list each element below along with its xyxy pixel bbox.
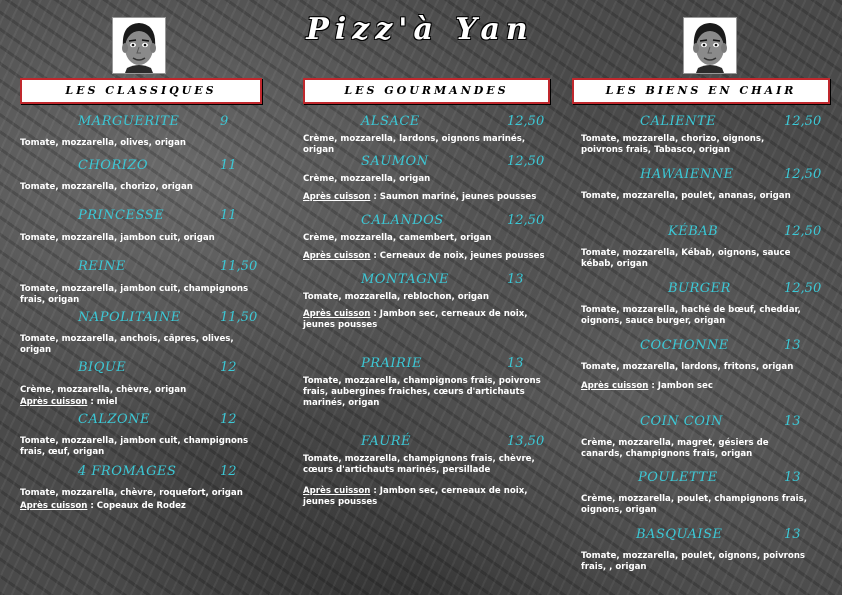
pizza-name: CALZONE xyxy=(78,412,151,427)
pizza-price: 11,50 xyxy=(220,259,258,274)
pizza-ingredients: Tomate, mozzarella, jambon cuit, champignons frais, œuf, origan xyxy=(20,436,249,457)
pizza-ingredients: Crème, mozzarella, origan xyxy=(303,174,431,184)
pizza-ingredients: Tomate, mozzarella, poulet, ananas, origan xyxy=(581,191,791,201)
pizza-name: COCHONNE xyxy=(640,338,729,353)
pizza-price: 12,50 xyxy=(507,154,545,169)
column-les-biens-en-chair xyxy=(572,78,830,572)
pizza-price: 13,50 xyxy=(507,434,545,449)
pizza-name: MONTAGNE xyxy=(361,272,449,287)
pizza-name: KÉBAB xyxy=(668,224,719,239)
after-baking-label: Après cuisson xyxy=(20,397,88,407)
pizza-price: 12,50 xyxy=(784,224,822,239)
pizza-ingredients: Tomate, mozzarella, reblochon, origan xyxy=(303,292,489,302)
after-baking-label: Après cuisson xyxy=(303,192,371,202)
after-baking-note xyxy=(20,501,265,512)
pizza-ingredients: Crème, mozzarella, lardons, oignons marinés, origan xyxy=(303,134,526,155)
pizza-ingredients: Tomate, mozzarella, chèvre, roquefort, origan xyxy=(20,488,243,498)
pizza-name: BURGER xyxy=(668,281,731,296)
column-les-classiques xyxy=(20,78,265,511)
after-baking-text: : Jambon sec, cerneaux de noix, jeunes pousses xyxy=(303,309,528,330)
pizza-name: MARGUERITE xyxy=(78,114,180,129)
pizza-ingredients: Tomate, mozzarella, lardons, fritons, origan xyxy=(581,362,794,372)
pizza-price: 12 xyxy=(220,412,237,427)
pizza-name: REINE xyxy=(78,259,126,274)
after-baking-label: Après cuisson xyxy=(303,309,371,319)
pizza-price: 13 xyxy=(784,527,801,542)
pizza-ingredients: Tomate, mozzarella, jambon cuit, champignons frais, origan xyxy=(20,284,249,305)
pizza-name: BIQUE xyxy=(78,360,127,375)
pizza-name: COIN COIN xyxy=(640,414,723,429)
column-les-gourmandes xyxy=(303,78,550,507)
pizza-ingredients: Crème, mozzarella, magret, gésiers de canards, champignons frais, origan xyxy=(581,438,769,459)
pizza-ingredients: Tomate, mozzarella, champignons frais, chèvre, cœurs d'artichauts marinés, persillade xyxy=(303,454,535,475)
pizza-name: POULETTE xyxy=(638,470,718,485)
after-baking-note xyxy=(303,251,550,262)
after-baking-note xyxy=(303,192,550,203)
page-title: Pizz'à Yan xyxy=(306,12,534,47)
pizza-price: 13 xyxy=(507,272,524,287)
pizza-ingredients: Tomate, mozzarella, chorizo, origan xyxy=(20,182,193,192)
pizza-name: ALSACE xyxy=(361,114,420,129)
after-baking-label: Après cuisson xyxy=(581,381,649,391)
pizza-ingredients: Crème, mozzarella, camembert, origan xyxy=(303,233,492,243)
pizza-price: 9 xyxy=(220,114,229,129)
pizza-price: 13 xyxy=(507,356,524,371)
after-baking-note xyxy=(20,397,265,408)
pizza-price: 12 xyxy=(220,464,237,479)
pizza-price: 11,50 xyxy=(220,310,258,325)
after-baking-note xyxy=(581,381,807,392)
pizza-name: NAPOLITAINE xyxy=(78,310,181,325)
after-baking-label: Après cuisson xyxy=(303,251,371,261)
pizza-price: 12 xyxy=(220,360,237,375)
pizza-ingredients: Tomate, mozzarella, anchois, câpres, olives, origan xyxy=(20,334,234,355)
pizza-ingredients: Tomate, mozzarella, Kébab, oignons, sauce kébab, origan xyxy=(581,248,791,269)
after-baking-text: : Cerneaux de noix, jeunes pousses xyxy=(370,251,545,261)
column-header: LES BIENS EN CHAIR xyxy=(572,78,830,104)
after-baking-note xyxy=(303,486,550,508)
pizza-price: 13 xyxy=(784,470,801,485)
pizza-name: HAWAIENNE xyxy=(640,167,734,182)
pizza-price: 13 xyxy=(784,414,801,429)
pizza-price: 12,50 xyxy=(784,167,822,182)
pizza-name: CALIENTE xyxy=(640,114,717,129)
pizza-price: 12,50 xyxy=(507,114,545,129)
after-baking-label: Après cuisson xyxy=(20,501,88,511)
pizza-ingredients: Tomate, mozzarella, haché de bœuf, cheddar, oignons, sauce burger, origan xyxy=(581,305,801,326)
pizza-name: PRAIRIE xyxy=(361,356,422,371)
pizza-name: CALANDOS xyxy=(361,213,444,228)
pizza-name: 4 FROMAGES xyxy=(78,464,177,479)
after-baking-text: : miel xyxy=(87,397,118,407)
after-baking-note xyxy=(303,309,550,331)
pizza-price: 13 xyxy=(784,338,801,353)
pizza-ingredients: Tomate, mozzarella, champignons frais, poivrons frais, aubergines fraiches, cœurs d'artichauts marinés, origan xyxy=(303,376,541,408)
pizza-price: 11 xyxy=(220,208,237,223)
chef-face-icon xyxy=(112,17,166,74)
pizza-price: 11 xyxy=(220,158,237,173)
pizza-name: BASQUAISE xyxy=(636,527,723,542)
column-header: LES GOURMANDES xyxy=(303,78,550,104)
pizza-ingredients: Tomate, mozzarella, chorizo, oignons, poivrons frais, Tabasco, origan xyxy=(581,134,765,155)
pizza-name: CHORIZO xyxy=(78,158,149,173)
after-baking-text: : Jambon sec xyxy=(648,381,713,391)
pizza-name: PRINCESSE xyxy=(78,208,165,223)
pizza-ingredients: Tomate, mozzarella, olives, origan xyxy=(20,138,186,148)
pizza-name: FAURÉ xyxy=(361,434,412,449)
pizza-price: 12,50 xyxy=(784,114,822,129)
after-baking-text: : Saumon mariné, jeunes pousses xyxy=(370,192,537,202)
pizza-ingredients: Tomate, mozzarella, jambon cuit, origan xyxy=(20,233,215,243)
chef-face-icon xyxy=(683,17,737,74)
pizza-name: SAUMON xyxy=(361,154,429,169)
after-baking-label: Après cuisson xyxy=(303,486,371,496)
pizza-price: 12,50 xyxy=(507,213,545,228)
pizza-ingredients: Tomate, mozzarella, poulet, oignons, poivrons frais, , origan xyxy=(581,551,806,572)
column-header: LES CLASSIQUES xyxy=(20,78,262,104)
pizza-ingredients: Crème, mozzarella, poulet, champignons frais, oignons, origan xyxy=(581,494,807,515)
pizza-ingredients: Crème, mozzarella, chèvre, origan xyxy=(20,385,187,395)
after-baking-text: : Copeaux de Rodez xyxy=(87,501,186,511)
pizza-price: 12,50 xyxy=(784,281,822,296)
after-baking-text: : Jambon sec, cerneaux de noix, jeunes pousses xyxy=(303,486,528,507)
